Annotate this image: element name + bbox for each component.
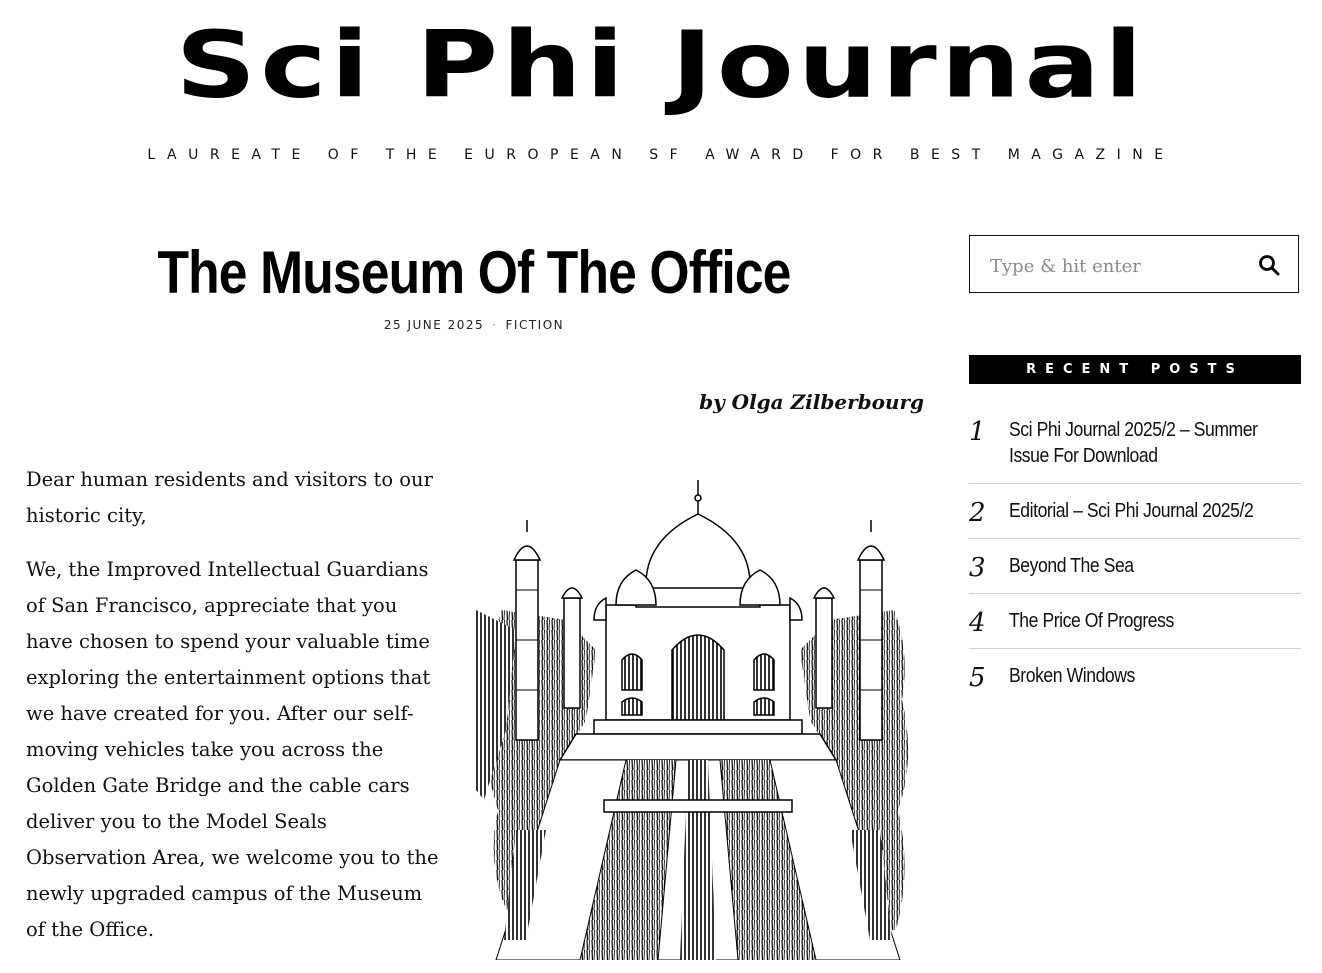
recent-post-link[interactable]: Editorial – Sci Phi Journal 2025/2: [1009, 500, 1254, 522]
recent-post-number: 1: [969, 417, 986, 447]
search-input[interactable]: [988, 250, 1252, 282]
article-body: [26, 462, 446, 966]
search-icon[interactable]: [1258, 254, 1280, 276]
recent-post-number: 4: [969, 608, 986, 638]
article-category[interactable]: FICTION: [505, 318, 565, 332]
recent-post-link[interactable]: Beyond The Sea: [1009, 555, 1134, 577]
recent-post-item: [969, 484, 1301, 539]
recent-post-number: 5: [969, 663, 986, 693]
site-logo[interactable]: Sci Phi Journal: [175, 11, 1147, 119]
recent-post-item: [969, 594, 1301, 649]
site-tagline: LAUREATE OF THE EUROPEAN SF AWARD FOR BEST MAGAZINE: [147, 147, 1175, 163]
recent-posts-heading: RECENT POSTS: [969, 355, 1301, 384]
recent-posts-list: [969, 405, 1301, 703]
recent-post-number: 2: [969, 498, 986, 528]
article-date[interactable]: 25 JUNE 2025: [383, 318, 485, 332]
recent-post-link[interactable]: The Price Of Progress: [1009, 610, 1174, 632]
meta-separator: ·: [492, 318, 498, 332]
article-paragraph: We, the Improved Intellectual Guardians of San Francisco, appreciate that you have chosen to spend your valuable time exploring the entertainment options that we have created for you. After our self-moving vehicles take you across the Golden Gate Bridge and the cable cars deliver you to the Model Seals Observation Area, we welcome you to the newly upgraded campus of the Museum of the Office.: [26, 558, 439, 941]
recent-post-item: [969, 405, 1301, 484]
article-paragraph: Dear human residents and visitors to our historic city,: [26, 468, 433, 527]
recent-post-item: [969, 539, 1301, 594]
article-byline: by Olga Zilberbourg: [699, 390, 924, 414]
recent-post-link[interactable]: Sci Phi Journal 2025/2 – Summer Issue For Download: [1009, 419, 1258, 467]
recent-post-item: [969, 649, 1301, 703]
recent-post-number: 3: [969, 553, 986, 583]
search-box: [969, 235, 1299, 293]
article-meta: [24, 318, 924, 332]
masthead: [0, 0, 1322, 190]
article-title: The Museum Of The Office: [157, 239, 791, 306]
taj-mahal-illustration: [476, 470, 920, 960]
recent-post-link[interactable]: Broken Windows: [1009, 665, 1135, 687]
